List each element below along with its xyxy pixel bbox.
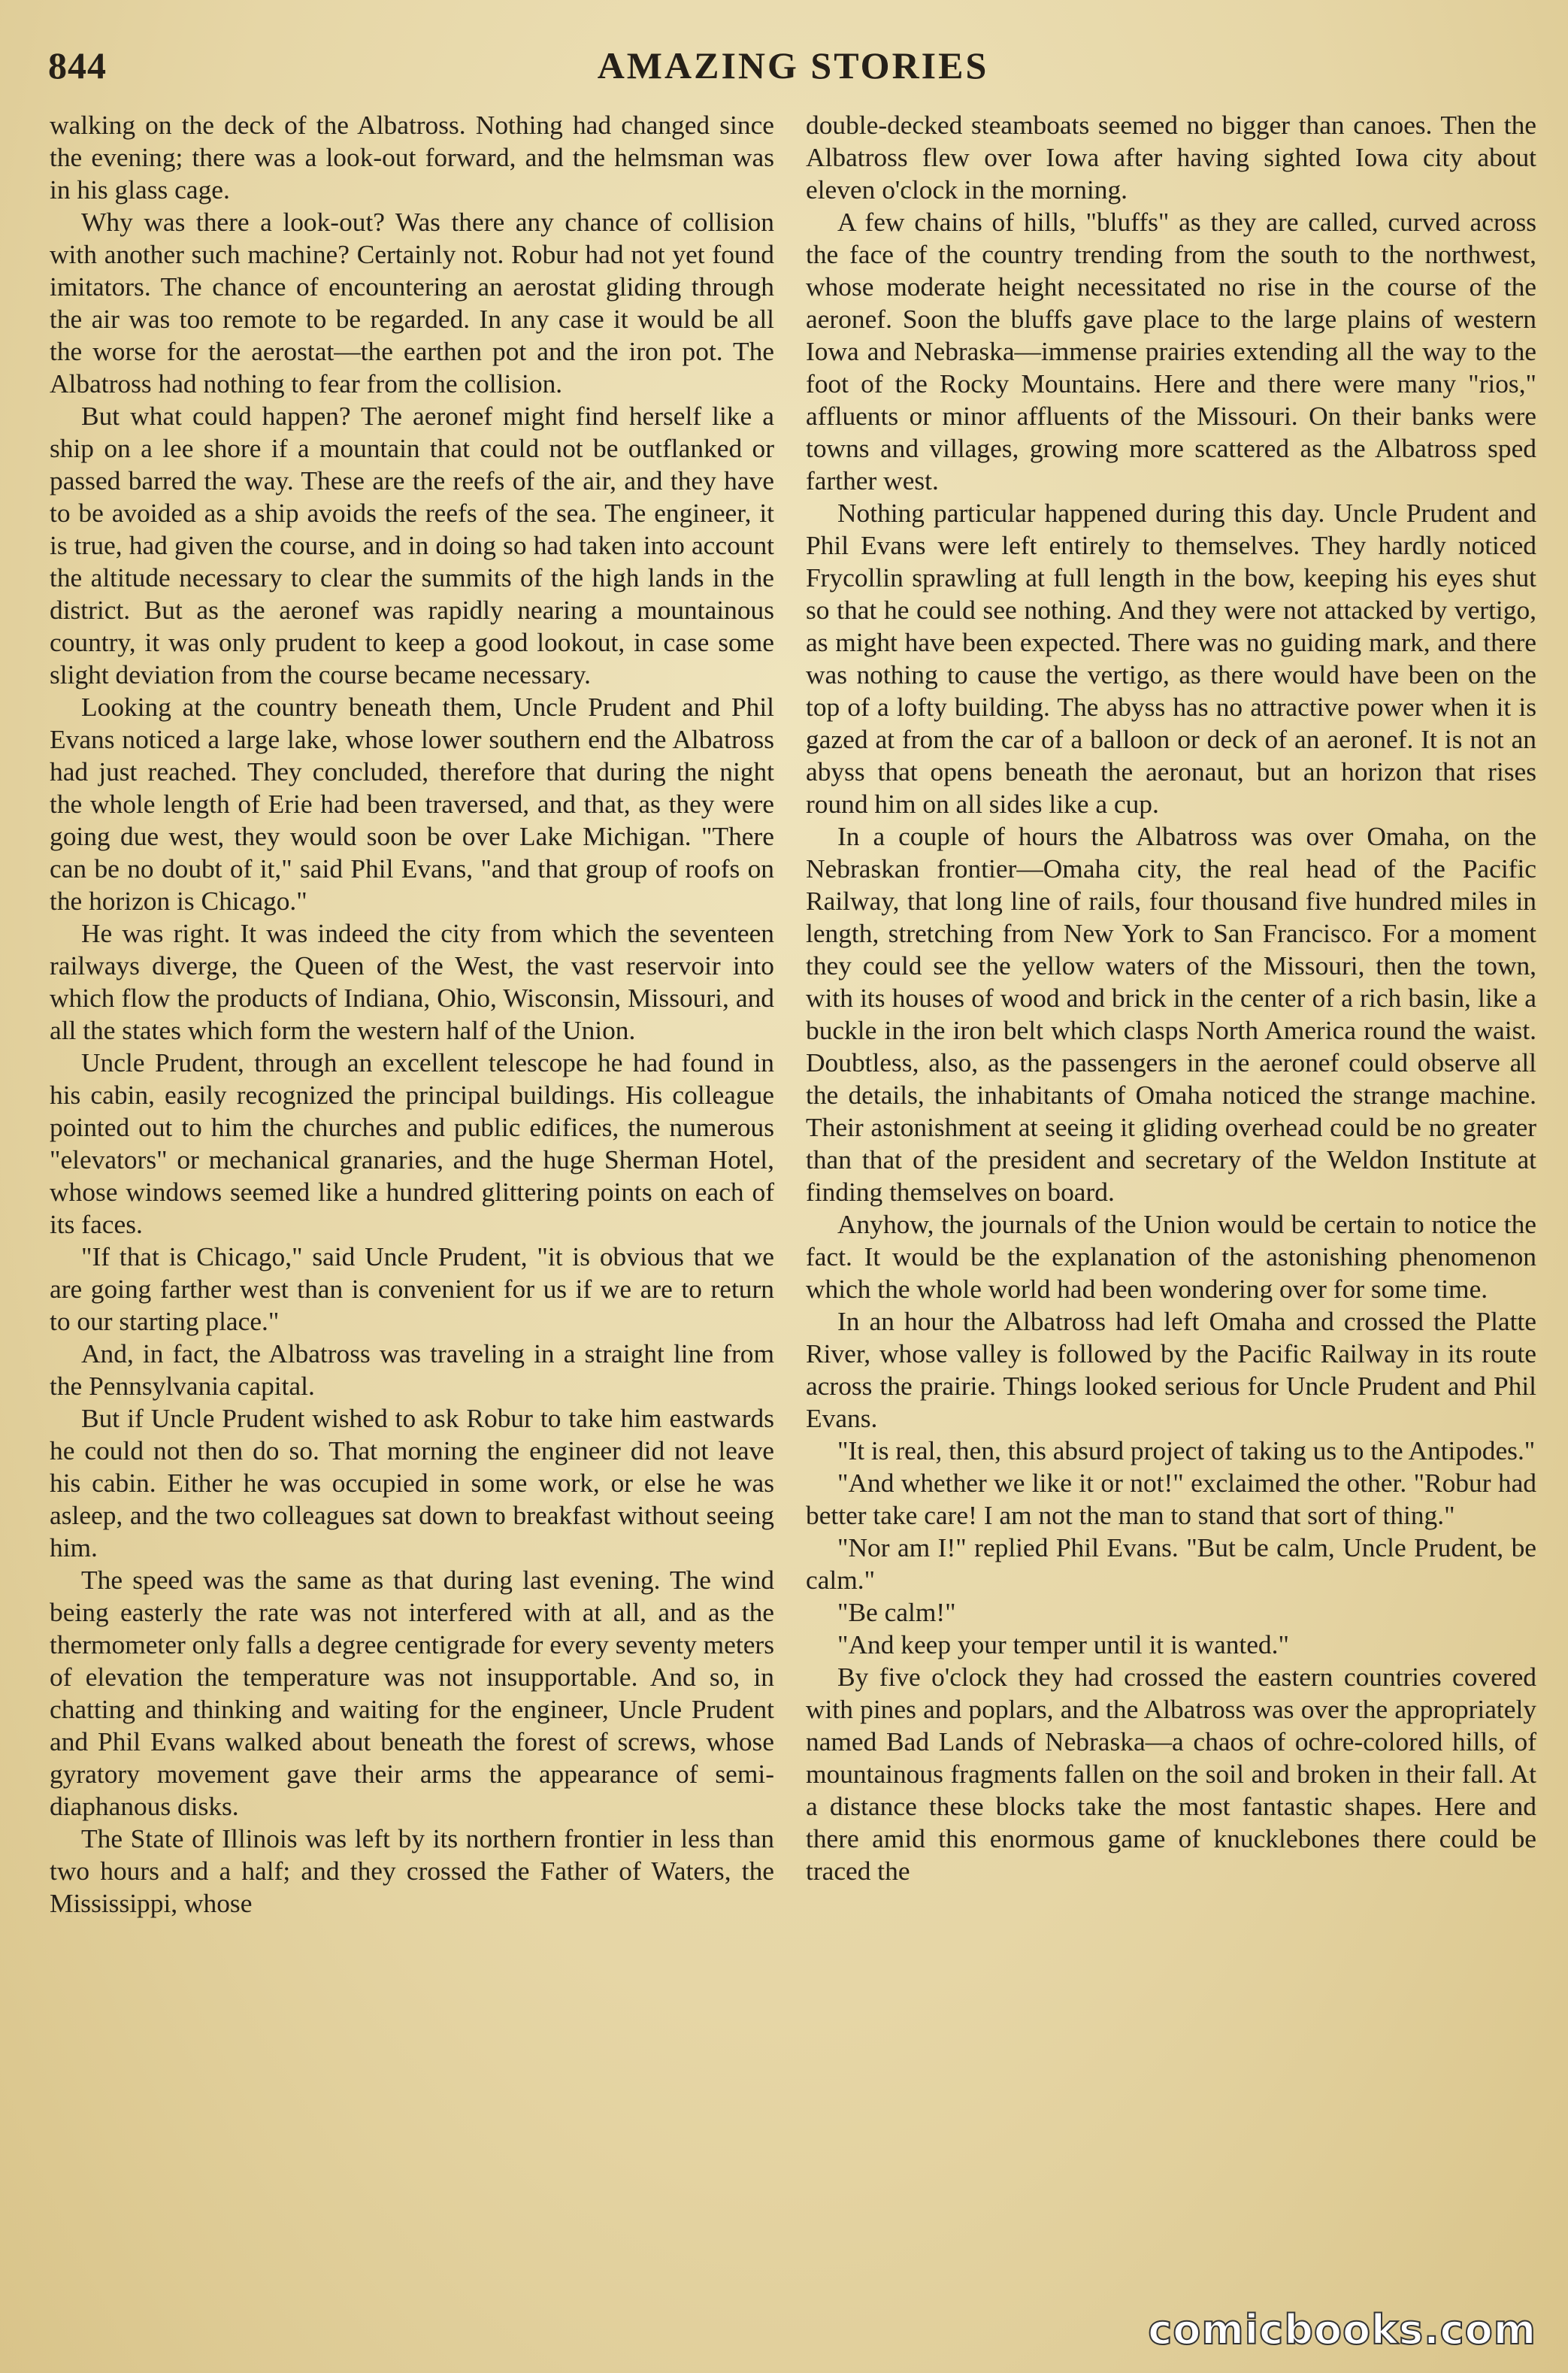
- paragraph: "Nor am I!" replied Phil Evans. "But be calm, Uncle Prudent, be calm.": [806, 1532, 1536, 1595]
- paragraph: In an hour the Albatross had left Omaha and crossed the Platte River, whose valley is followed by the Pacific Railway in its route across the prairie. Things looked serious for Uncle Prudent and Phil Evans.: [806, 1306, 1536, 1433]
- paragraph: Uncle Prudent, through an excellent telescope he had found in his cabin, easily recognized the principal buildings. His colleague pointed out to him the churches and public edifices, the numerous "elevators" or mechanical granaries, and the huge Sherman Hotel, whose windows seemed like a hundred glittering points on each of its faces.: [50, 1047, 774, 1239]
- paragraph: "It is real, then, this absurd project of taking us to the Antipodes.": [837, 1435, 1536, 1465]
- paragraph: double-decked steamboats seemed no bigger than canoes. Then the Albatross flew over Iowa after having sighted Iowa city about eleven o'clock in the morning.: [806, 110, 1536, 205]
- paragraph: He was right. It was indeed the city from which the seventeen railways diverge, the Queen of the West, the vast reservoir into which flow the products of Indiana, Ohio, Wisconsin, Missouri, and all the states which form the western half of the Union.: [50, 918, 774, 1045]
- paragraph: "And whether we like it or not!" exclaimed the other. "Robur had better take care! I am not the man to stand that sort of thing.": [806, 1468, 1536, 1530]
- paragraph: Looking at the country beneath them, Uncle Prudent and Phil Evans noticed a large lake, whose lower southern end the Albatross had just reached. They concluded, therefore that during the night the whole length of Erie had been traversed, and that, as they were going due west, they would soon be over Lake Michigan. "There can be no doubt of it," said Phil Evans, "and that group of roofs on the horizon is Chicago.": [50, 692, 774, 916]
- paragraph: The State of Illinois was left by its northern frontier in less than two hours and a half; and they crossed the Father of Waters, the Mississippi, whose: [50, 1823, 774, 1918]
- paragraph: "Be calm!": [837, 1597, 956, 1627]
- paragraph: Anyhow, the journals of the Union would be certain to notice the fact. It would be the explanation of the astonishing phenomenon which the whole world had been wondering over for some time.: [806, 1209, 1536, 1304]
- paragraph: By five o'clock they had crossed the eastern countries covered with pines and poplars, and the Albatross was over the appropriately named Bad Lands of Nebraska—a chaos of ochre-colored hills, of mountainous fragments fallen on the soil and broken in their fall. At a distance these blocks take the most fantastic shapes. Here and there amid this enormous game of knucklebones there could be traced the: [806, 1662, 1536, 1886]
- paragraph: walking on the deck of the Albatross. Nothing had changed since the evening; there was a look-out forward, and the helmsman was in his glass cage.: [50, 110, 774, 205]
- paragraph: And, in fact, the Albatross was traveling in a straight line from the Pennsylvania capital.: [50, 1338, 774, 1401]
- page-header: [48, 44, 1538, 104]
- right-column: [806, 109, 1536, 1887]
- paragraph: But if Uncle Prudent wished to ask Robur to take him eastwards he could not then do so. That morning the engineer did not leave his cabin. Either he was occupied in some work, or else he was asleep, and the two colleagues sat down to breakfast without seeing him.: [50, 1403, 774, 1562]
- paragraph: A few chains of hills, "bluffs" as they are called, curved across the face of the country trending from the south to the northwest, whose moderate height necessitated no rise in the course of the aeronef. Soon the bluffs gave place to the large plains of western Iowa and Nebraska—immense prairies extending all the way to the foot of the Rocky Mountains. Here and there were many "rios," affluents or minor affluents of the Missouri. On their banks were towns and villages, growing more scattered as the Albatross sped farther west.: [806, 207, 1536, 496]
- left-column: [50, 109, 774, 1920]
- paragraph: But what could happen? The aeronef might find herself like a ship on a lee shore if a mountain that could not be outflanked or passed barred the way. These are the reefs of the air, and they have to be avoided as a ship avoids the reefs of the sea. The engineer, it is true, had given the course, and in doing so had taken into account the altitude necessary to clear the summits of the high lands in the district. But as the aeronef was rapidly nearing a mountainous country, it was only prudent to keep a good lookout, in case some slight deviation from the course became necessary.: [50, 401, 774, 689]
- paragraph: "And keep your temper until it is wanted.": [837, 1629, 1289, 1659]
- paragraph: Nothing particular happened during this day. Uncle Prudent and Phil Evans were left entirely to themselves. They hardly noticed Frycollin sprawling at full length in the bow, keeping his eyes shut so that he could see nothing. And they were not attacked by vertigo, as might have been expected. There was no guiding mark, and there was nothing to cause the vertigo, as there would have been on the top of a lofty building. The abyss has no attractive power when it is gazed at from the car of a balloon or deck of an aeronef. It is not an abyss that opens beneath the aeronaut, but an horizon that rises round him on all sides like a cup.: [806, 498, 1536, 819]
- watermark: comicbooks.com: [1148, 2306, 1536, 2353]
- paragraph: Why was there a look-out? Was there any chance of collision with another such machine? Certainly not. Robur had not yet found imitators. The chance of encountering an aerostat gliding through the air was too remote to be regarded. In any case it would be all the worse for the aerostat—the earthen pot and the iron pot. The Albatross had nothing to fear from the collision.: [50, 207, 774, 399]
- paragraph: In a couple of hours the Albatross was over Omaha, on the Nebraskan frontier—Omaha city, the real head of the Pacific Railway, that long line of rails, four thousand five hundred miles in length, stretching from New York to San Francisco. For a moment they could see the yellow waters of the Missouri, then the town, with its houses of wood and brick in the center of a rich basin, like a buckle in the iron belt which clasps North America round the waist. Doubtless, also, as the passengers in the aeronef could observe all the details, the inhabitants of Omaha noticed the strange machine. Their astonishment at seeing it gliding overhead could be no greater than that of the president and secretary of the Weldon Institute at finding themselves on board.: [806, 821, 1536, 1207]
- paragraph: The speed was the same as that during last evening. The wind being easterly the rate was not interfered with at all, and as the thermometer only falls a degree centigrade for every seventy meters of elevation the temperature was not insupportable. And so, in chatting and thinking and waiting for the engineer, Uncle Prudent and Phil Evans walked about beneath the forest of screws, whose gyratory movement gave their arms the appearance of semi-diaphanous disks.: [50, 1565, 774, 1821]
- page-number: 844: [48, 44, 107, 86]
- magazine-title: AMAZING STORIES: [597, 44, 989, 86]
- paragraph: "If that is Chicago," said Uncle Prudent, "it is obvious that we are going farther west than is convenient for us if we are to return to our starting place.": [50, 1241, 774, 1336]
